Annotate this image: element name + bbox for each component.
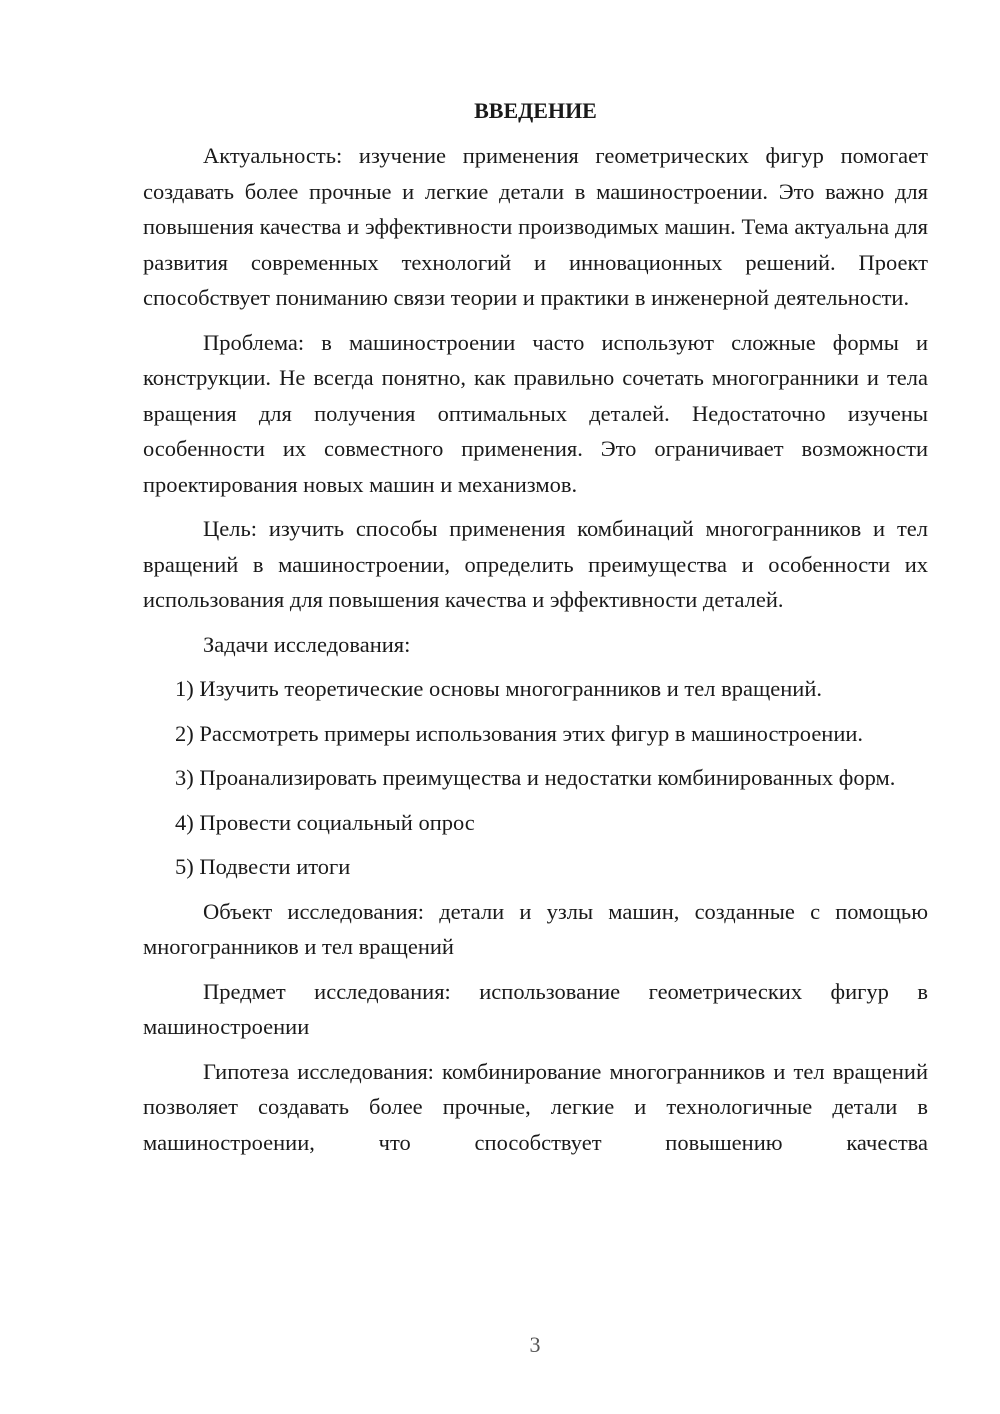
task-item: 3) Проанализировать преимущества и недостатки комбинированных форм. (175, 765, 896, 790)
task-item: 5) Подвести итоги (175, 854, 351, 879)
paragraph-object: Объект исследования: детали и узлы машин, созданные с помощью многогранников и тел вращений (143, 898, 928, 959)
paragraph-relevance: Актуальность: изучение применения геометрических фигур помогает создавать более прочные и легкие детали в машиностроении. Это важно для повышения качества и эффективности производимых машин. Тема актуальна для развития современных технологий и инновационных решений. Проект способствует пониманию связи теории и практики в инженерной деятельности. (143, 143, 928, 310)
task-item: 2) Рассмотреть примеры использования этих фигур в машиностроении. (175, 720, 864, 746)
paragraph-goal: Цель: изучить способы применения комбинаций многогранников и тел вращений в машиностроении, определить преимущества и особенности их использования для повышения качества и эффективности деталей. (143, 516, 928, 612)
task-item: 4) Провести социальный опрос (175, 809, 475, 835)
paragraph-hypothesis: Гипотеза исследования: комбинирование многогранников и тел вращений позволяет создавать более прочные, легкие и технологичные детали в машиностроении, что способствует повышению качества (143, 1058, 928, 1155)
page-number: 3 (529, 1332, 541, 1357)
paragraph-problem: Проблема: в машиностроении часто используют сложные формы и конструкции. Не всегда понятно, как правильно сочетать многогранники и тела вращения для получения оптимальных деталей. Недостаточно изучены особенности их совместного применения. Это ограничивает возможности проектирования новых машин и механизмов. (143, 329, 928, 497)
document-page (143, 96, 928, 1169)
section-title: ВВЕДЕНИЕ (474, 98, 597, 123)
task-item: 1) Изучить теоретические основы многогранников и тел вращений. (175, 676, 823, 701)
tasks-heading: Задачи исследования: (203, 631, 411, 657)
paragraph-subject: Предмет исследования: использование геометрических фигур в машиностроении (143, 978, 928, 1039)
